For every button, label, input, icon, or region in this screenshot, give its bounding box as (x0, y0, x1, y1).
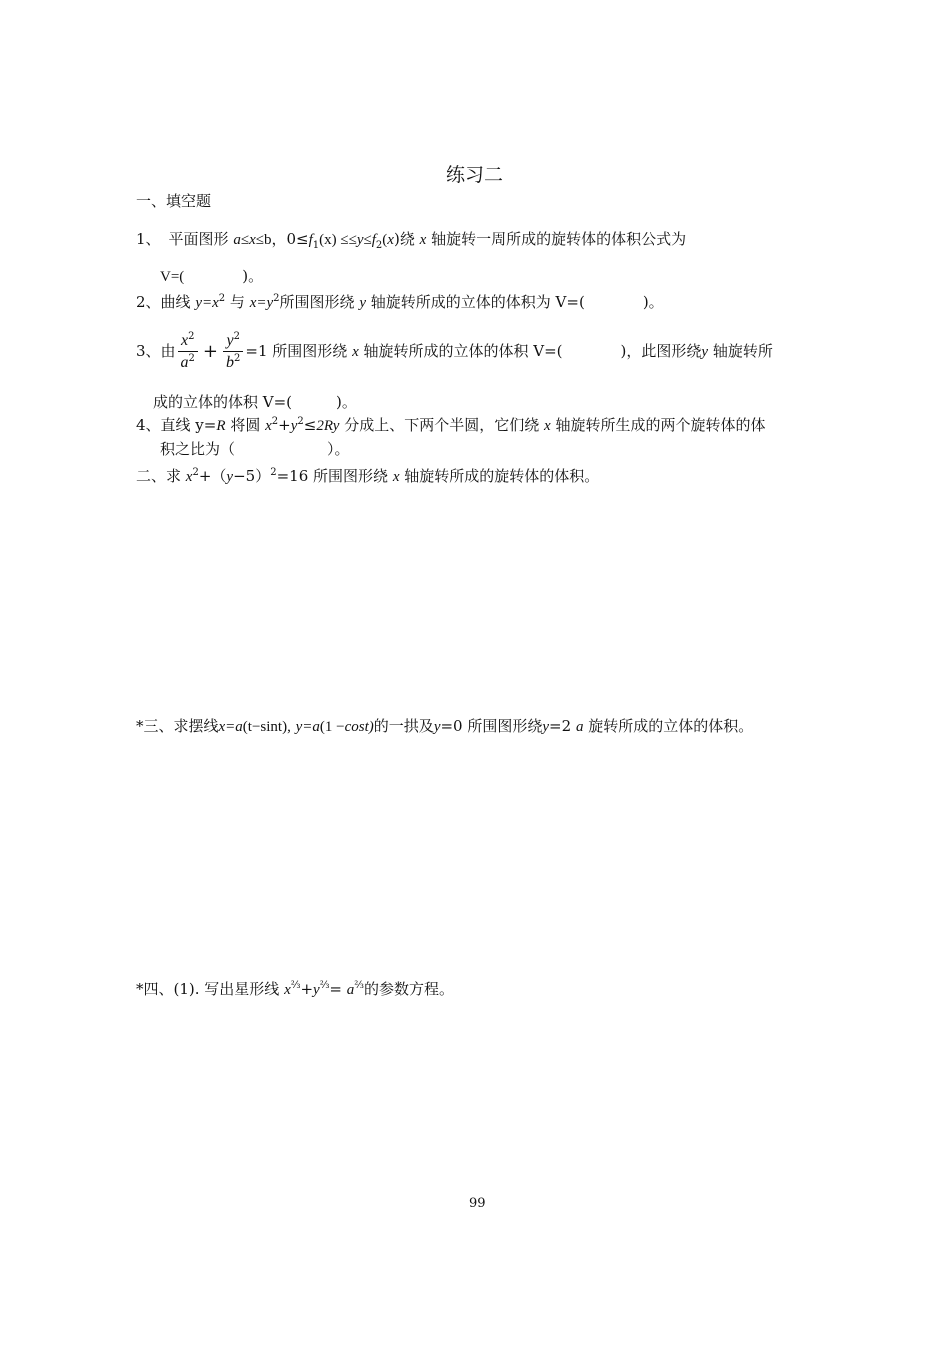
fraction-x2-a2: $\frac{x^2}{a^2}$ (178, 332, 198, 371)
s3-text: (t−sint), (242, 719, 291, 735)
q4-var-R: R (216, 418, 226, 434)
s3-text: =0 所围图形绕 (440, 717, 543, 735)
s3-text: 旋转所成的立体的体积。 (588, 717, 754, 735)
q4-answer-open: 积之比为（ (160, 440, 236, 458)
q4-text: 将圆 (230, 416, 261, 434)
q3-text: 轴旋转所 (712, 341, 773, 360)
q1-var-y: ≤y≤ (348, 232, 372, 248)
s3-var-y: y (433, 719, 441, 735)
q4-text: 分成上、下两个半圆，它们绕 (344, 416, 540, 434)
q1-text: )绕 (393, 230, 415, 248)
s3-text: *三、求摆线 (136, 717, 219, 735)
q3-number: 3、由 (136, 342, 176, 360)
q1-text: (x) ≤ (319, 232, 349, 248)
s3-text: 的一拱及 (373, 717, 434, 735)
s3-var-a: a (575, 719, 584, 735)
q1-text: 轴旋转一周所成的旋转体的体积公式为 (431, 230, 687, 248)
q2-sup: 2 (218, 293, 226, 304)
q2-var-y: y (359, 295, 366, 311)
question-4-answer-line (160, 442, 350, 457)
q1-var-f: f (308, 232, 313, 248)
q2-curve-2: x=y (249, 295, 274, 311)
s2-var-y: y (226, 469, 234, 485)
q1-text: ( (382, 232, 388, 248)
q2-text: 所围图形绕 (279, 293, 355, 311)
q4-text: 轴旋转所生成的两个旋转体的体 (555, 416, 766, 434)
section-3 (136, 719, 753, 735)
s4-var-a: a (346, 982, 355, 998)
plus-sign: + (202, 340, 219, 362)
s2-var-x: x (185, 469, 193, 485)
q1-var-a: a≤x≤ (233, 232, 264, 248)
q2-answer-close: )。 (642, 293, 664, 311)
q4-answer-close: ）。 (327, 440, 350, 458)
q4-var-x: x (544, 418, 551, 434)
question-4: 4、直线 y=R 将圆 $x^2+y^2\le 2Ry$ 分成上、下两个半圆，它们绕 x 轴旋转所生成的两个旋转体的体 (136, 416, 766, 434)
page-title: 练习二 (446, 164, 504, 186)
s2-text: =16 所围图形绕 (276, 467, 389, 485)
s2-text: +（ (198, 467, 227, 485)
q2-text: 与 (229, 293, 245, 311)
s2-text: 二、求 (136, 467, 182, 485)
q4-var-x: x (265, 418, 272, 434)
s3-text: =2 (549, 717, 572, 735)
q1-answer-close: )。 (242, 267, 264, 285)
q4-var-y: y (290, 418, 298, 434)
s2-text: −5） (233, 467, 271, 485)
q1-var-x: x (387, 232, 394, 248)
q3-var-x: x (352, 343, 359, 360)
q3-text: 轴旋转所成的立体的体积 V=( (363, 341, 563, 360)
question-1 (136, 230, 687, 251)
q2-sup: 2 (273, 293, 280, 304)
q1-var-f: f (371, 232, 376, 248)
q4-2Ry: 2Ry (316, 418, 340, 434)
section-2: 二、求 $x^2+(y-5)^2=16$ 所围图形绕 x 轴旋转所成的旋转体的体积。 (136, 467, 600, 485)
s3-text: (1 − (319, 719, 345, 735)
section-1-heading: 一、填空题 (136, 192, 212, 210)
q1-text: ，0≤ (271, 230, 309, 248)
question-3 (136, 332, 773, 371)
s4-var-y: y (313, 982, 320, 998)
page-number: 99 (469, 1196, 486, 1211)
q3-text: =1 所围图形绕 (245, 341, 348, 360)
question-1-answer-line (160, 269, 263, 285)
q3-var-y: y (701, 343, 709, 360)
q3-answer-open: 成的立体的体积 V=( (153, 393, 293, 411)
q2-number: 2、曲线 (136, 293, 191, 311)
question-3-answer-line (153, 395, 357, 410)
q1-text: 平面图形 (168, 230, 229, 248)
q1-sub-2: 2 (375, 240, 383, 251)
fraction-y2-b2: $\frac{y^2}{b^2}$ (223, 332, 243, 371)
section-4: *四、(1). 写出星形线 $x^{\frac{2}{3}}+y^{\frac{2}{3}}= a^{\frac{2}{3}}$的参数方程。 (136, 980, 454, 998)
q1-answer-open: V=( (160, 269, 185, 285)
q1-number: 1、 (136, 230, 161, 248)
q3-answer-close: )。 (336, 393, 357, 411)
s2-var-x: x (392, 469, 400, 485)
s4-text: = (329, 980, 342, 998)
q1-var-x: x (419, 232, 427, 248)
s3-cost: cost) (344, 719, 374, 735)
q2-text: 轴旋转所成的立体的体积为 V=( (370, 293, 585, 311)
s2-text: 轴旋转所成的旋转体的体积。 (404, 467, 600, 485)
s3-var-y: y (542, 719, 550, 735)
s3-y-eq-a: y=a (295, 719, 320, 735)
q1-sub-1: 1 (312, 240, 320, 251)
q3-text: )，此图形绕 (620, 341, 702, 360)
q4-number: 4、直线 y= (136, 416, 217, 434)
s4-text: 的参数方程。 (363, 980, 454, 998)
s3-x-eq-a: x=a (218, 719, 243, 735)
q1-var-b: b (263, 232, 272, 248)
s4-var-x: x (284, 982, 291, 998)
q2-curve-1: y=x (195, 295, 219, 311)
s4-text: + (300, 980, 314, 998)
s4-text: *四、(1). 写出星形线 (136, 980, 280, 998)
question-2 (136, 295, 664, 311)
